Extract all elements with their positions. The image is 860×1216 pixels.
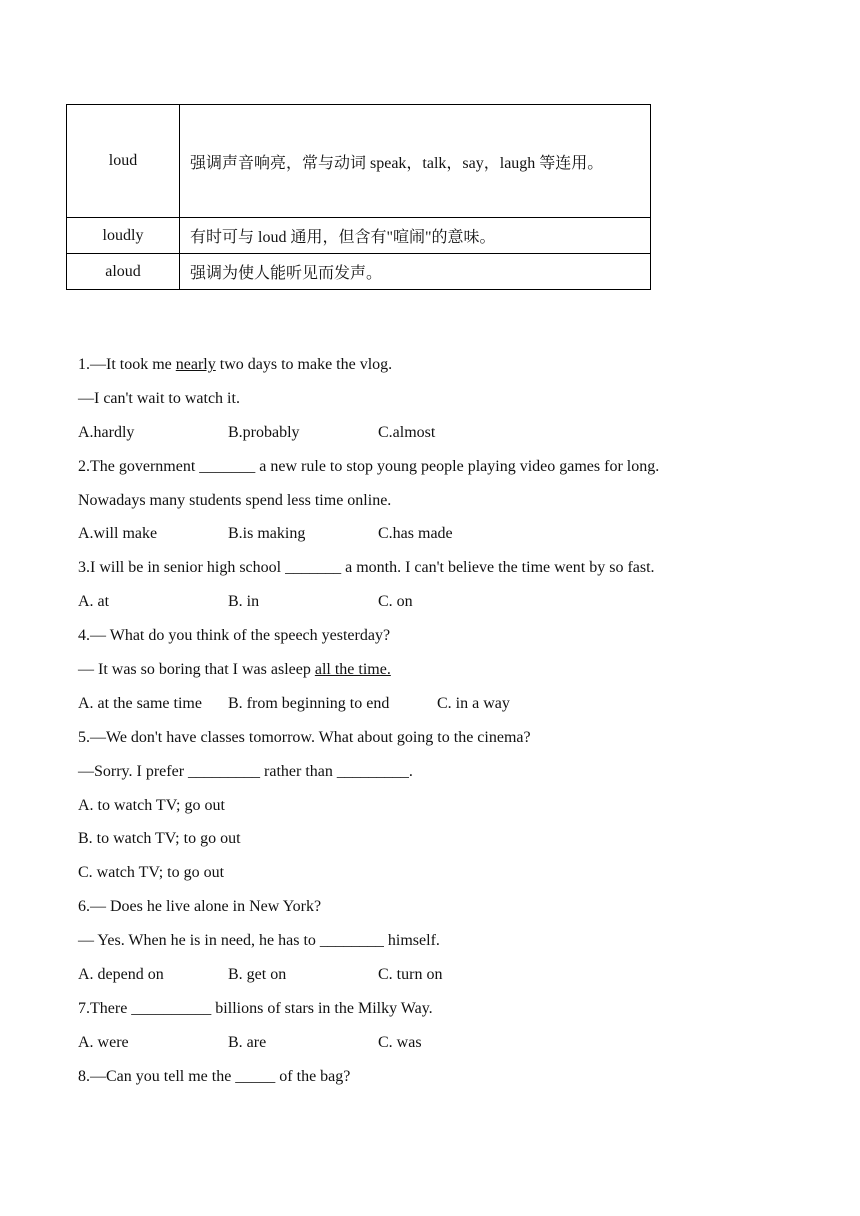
option-a: A. at	[78, 593, 110, 611]
description-cell: 强调声音响亮，常与动词 speak，talk，say，laugh 等连用。	[180, 105, 651, 218]
question-text: 1.—It took me	[78, 356, 176, 373]
word-cell: aloud	[67, 254, 180, 290]
question-2-stem: 2.The government _______ a new rule to stop young people playing video games for long.	[78, 457, 660, 475]
word-cell: loud	[67, 105, 180, 218]
question-text: — It was so boring that I was asleep	[78, 661, 315, 679]
description-cell: 有时可与 loud 通用，但含有"喧闹"的意味。	[180, 218, 651, 254]
option-c: C.almost	[378, 423, 436, 441]
option-b: B. in	[228, 593, 260, 611]
question-5-reply: —Sorry. I prefer _________ rather than _________.	[78, 762, 413, 780]
question-text: two days to make the vlog.	[215, 356, 393, 373]
word-cell: loudly	[67, 218, 180, 254]
vocabulary-table	[66, 104, 651, 290]
option-c: C. watch TV; to go out	[78, 864, 225, 882]
table-row	[67, 254, 651, 290]
option-a: A.will make	[78, 525, 158, 543]
option-a: A. at the same time	[78, 694, 202, 712]
option-c: C.has made	[378, 525, 453, 543]
question-1-stem	[78, 352, 778, 386]
question-7-stem: 7.There __________ billions of stars in the Milky Way.	[78, 999, 433, 1017]
question-6-options	[78, 962, 778, 996]
question-1-options	[78, 420, 778, 454]
option-c: C. turn on	[378, 966, 443, 984]
question-3-options	[78, 589, 778, 623]
question-3-stem: 3.I will be in senior high school _______ a month. I can't believe the time went by so fast.	[78, 559, 655, 577]
question-5-stem: 5.—We don't have classes tomorrow. What about going to the cinema?	[78, 728, 531, 746]
option-b: B. get on	[228, 966, 287, 984]
question-4-options	[78, 691, 778, 725]
option-a: A. to watch TV; go out	[78, 796, 225, 814]
option-b: B. are	[228, 1033, 267, 1051]
question-8-stem: 8.—Can you tell me the _____ of the bag?	[78, 1067, 351, 1085]
option-c: C. was	[378, 1033, 422, 1051]
option-a: A. depend on	[78, 966, 164, 984]
underlined-word: nearly	[175, 356, 216, 373]
question-2-stem-continued: Nowadays many students spend less time online.	[78, 491, 392, 509]
option-b: B.probably	[228, 423, 300, 441]
option-c: C. on	[378, 593, 413, 611]
question-4-stem: 4.— What do you think of the speech yesterday?	[78, 627, 391, 645]
question-6-stem: 6.— Does he live alone in New York?	[78, 898, 322, 916]
question-list	[78, 352, 778, 1098]
option-a: A.hardly	[78, 423, 135, 441]
question-6-reply: — Yes. When he is in need, he has to ________ himself.	[78, 932, 440, 950]
description-cell: 强调为使人能听见而发声。	[180, 254, 651, 290]
option-b: B.is making	[228, 525, 306, 543]
question-2-options	[78, 521, 778, 555]
underlined-phrase: all the time.	[314, 661, 391, 679]
question-7-options	[78, 1030, 778, 1064]
table-row	[67, 105, 651, 218]
option-c: C. in a way	[437, 694, 510, 712]
question-1-reply: —I can't wait to watch it.	[78, 389, 240, 407]
option-a: A. were	[78, 1033, 129, 1051]
table-row	[67, 218, 651, 254]
option-b: B. to watch TV; to go out	[78, 830, 241, 848]
option-b: B. from beginning to end	[228, 694, 390, 712]
question-4-reply	[78, 657, 778, 691]
